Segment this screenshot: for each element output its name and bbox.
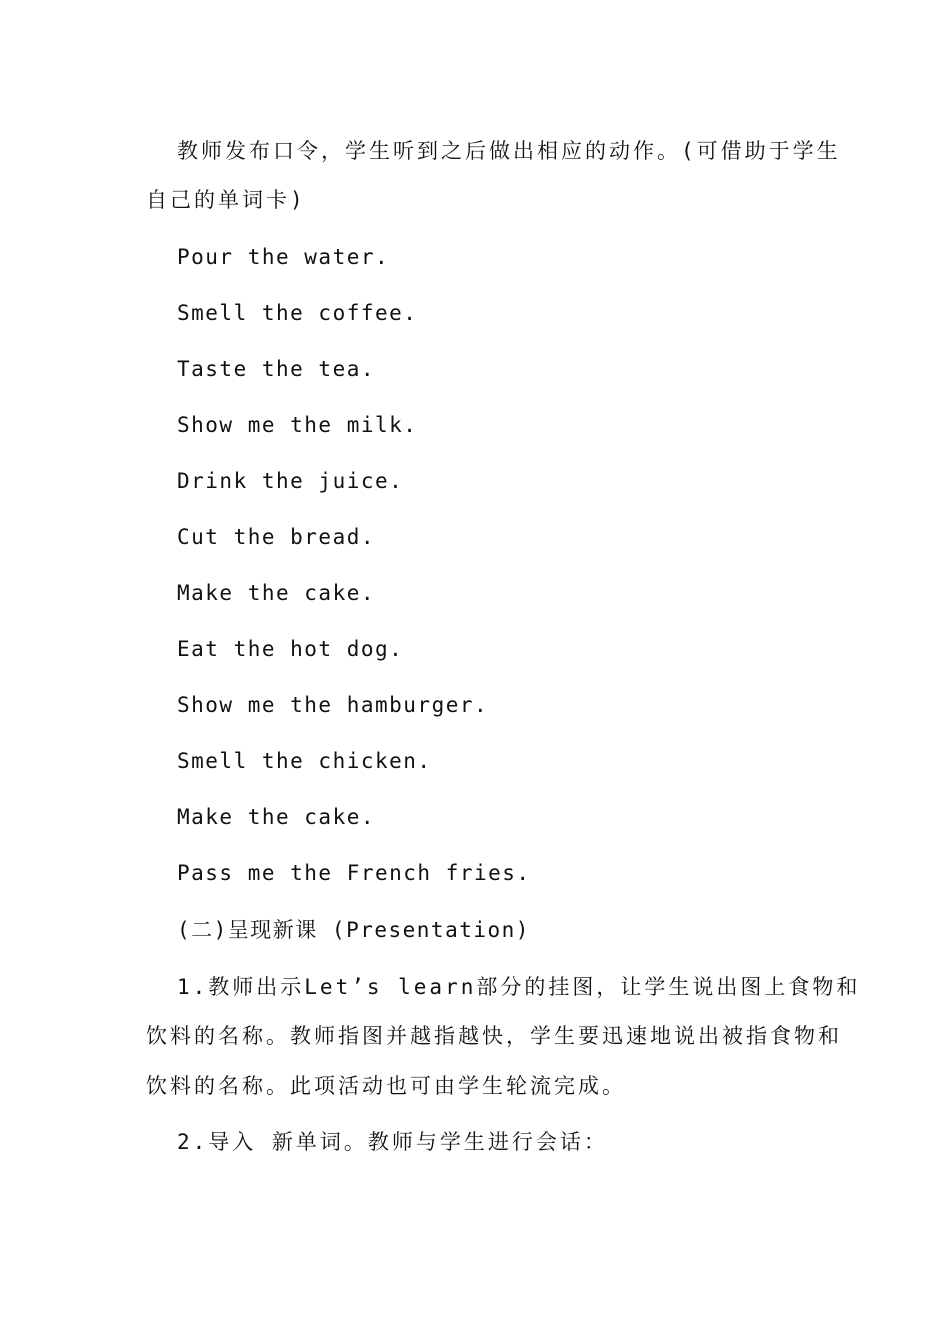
intro-line-1: 教师发布口令，学生听到之后做出相应的动作。(可借助于学生 [177, 139, 841, 163]
command-line: Smell the coffee. [177, 301, 418, 325]
command-line: Make the cake. [177, 805, 376, 829]
command-line: Cut the bread. [177, 525, 376, 549]
command-line: Pour the water. [177, 245, 390, 269]
command-line: Taste the tea. [177, 357, 376, 381]
command-line: Show me the milk. [177, 413, 418, 437]
command-line: Eat the hot dog. [177, 637, 404, 661]
section-heading: (二)呈现新课 (Presentation) [177, 918, 530, 942]
command-line: Smell the chicken. [177, 749, 432, 773]
intro-line-2: 自己的单词卡) [146, 188, 306, 212]
step1-line-2: 饮料的名称。教师指图并越指越快，学生要迅速地说出被指食物和 [146, 1024, 842, 1048]
command-line: Pass me the French fries. [177, 861, 531, 885]
command-line: Make the cake. [177, 581, 376, 605]
step2-line-1: 2.导入 新单词。教师与学生进行会话： [177, 1130, 608, 1154]
step1-line-3: 饮料的名称。此项活动也可由学生轮流完成。 [146, 1074, 626, 1098]
step1-line-1: 1.教师出示Let’s learn部分的挂图，让学生说出图上食物和 [177, 975, 861, 999]
command-line: Drink the juice. [177, 469, 404, 493]
command-line: Show me the hamburger. [177, 693, 489, 717]
